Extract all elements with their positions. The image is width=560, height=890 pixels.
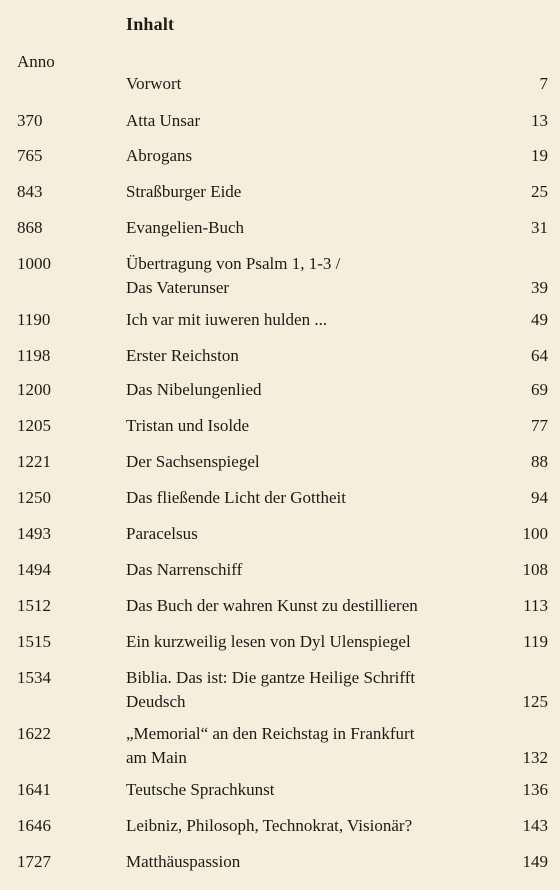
entry-year: 765	[17, 146, 43, 165]
entry-title-line1: Erster Reichston	[126, 346, 239, 365]
entry-title	[126, 180, 496, 204]
entry-year: 1512	[17, 596, 51, 615]
entry-year: 1250	[17, 488, 51, 507]
entry-title-line1: „Memorial“ an den Reichstag in Frankfurt	[126, 724, 415, 743]
entry-year: 370	[17, 111, 43, 130]
entry-title	[126, 558, 496, 582]
entry-page-number: 7	[539, 74, 548, 93]
entry-title	[126, 344, 496, 368]
entry-title-line1: Übertragung von Psalm 1, 1-3 /	[126, 254, 341, 273]
toc-heading: Inhalt	[126, 14, 175, 34]
entry-year: 1205	[17, 416, 51, 435]
entry-title	[126, 594, 496, 618]
entry-page-number: 64	[531, 346, 548, 365]
entry-page-number: 39	[531, 278, 548, 297]
entry-title	[126, 850, 496, 874]
entry-title	[126, 308, 496, 332]
entry-title-line1: Ich var mit iuweren hulden ...	[126, 310, 328, 329]
entry-title	[126, 814, 496, 838]
entry-title-line1: Straßburger Eide	[126, 182, 242, 201]
entry-title	[126, 109, 496, 133]
entry-year: 1641	[17, 780, 51, 799]
entry-page-number: 113	[523, 596, 548, 615]
entry-title-line1: Tristan und Isolde	[126, 416, 250, 435]
entry-year: 1515	[17, 632, 51, 651]
entry-title	[126, 486, 496, 510]
entry-title	[126, 450, 496, 474]
entry-year: 1534	[17, 668, 51, 687]
entry-title	[126, 72, 496, 96]
entry-title	[126, 378, 496, 402]
entry-page-number: 88	[531, 452, 548, 471]
entry-page-number: 49	[531, 310, 548, 329]
entry-year: 868	[17, 218, 43, 237]
entry-page-number: 69	[531, 380, 548, 399]
entry-title-line1: Das Buch der wahren Kunst zu destillieren	[126, 596, 418, 615]
entry-page-number: 125	[522, 692, 548, 711]
entry-year: 1221	[17, 452, 51, 471]
entry-year: 1190	[17, 310, 51, 329]
entry-title-line1: Atta Unsar	[126, 111, 201, 130]
entry-page-number: 136	[522, 780, 548, 799]
entry-title	[126, 630, 496, 654]
entry-title-line1: Abrogans	[126, 146, 193, 165]
entry-year: 1198	[17, 346, 51, 365]
entry-page-number: 100	[522, 524, 548, 543]
entry-year: 1200	[17, 380, 51, 399]
entry-title-line1: Leibniz, Philosoph, Technokrat, Visionär?	[126, 816, 413, 835]
entry-page-number: 132	[522, 748, 548, 767]
entry-title-line2: Das Vaterunser	[126, 278, 230, 297]
entry-title	[126, 414, 496, 438]
entry-title-line2: Deudsch	[126, 692, 186, 711]
entry-title	[126, 666, 496, 714]
entry-title-line1: Evangelien-Buch	[126, 218, 245, 237]
year-column-label: Anno	[17, 52, 55, 71]
entry-title	[126, 522, 496, 546]
entry-title-line1: Matthäuspassion	[126, 852, 241, 871]
entry-title-line1: Biblia. Das ist: Die gantze Heilige Schrifft	[126, 668, 416, 687]
entry-page-number: 149	[522, 852, 548, 871]
entry-page-number: 94	[531, 488, 548, 507]
entry-title	[126, 252, 496, 300]
entry-year: 1000	[17, 254, 51, 273]
entry-year: 1494	[17, 560, 51, 579]
entry-title-line1: Teutsche Sprachkunst	[126, 780, 275, 799]
entry-title-line1: Das Narrenschiff	[126, 560, 243, 579]
entry-page-number: 143	[522, 816, 548, 835]
entry-title-line1: Paracelsus	[126, 524, 198, 543]
entry-title	[126, 722, 496, 770]
entry-year: 1493	[17, 524, 51, 543]
entry-title-line1: Ein kurzweilig lesen von Dyl Ulenspiegel	[126, 632, 411, 651]
entry-title-line1: Das Nibelungenlied	[126, 380, 262, 399]
entry-page-number: 119	[523, 632, 548, 651]
entry-title	[126, 216, 496, 240]
entry-page-number: 31	[531, 218, 548, 237]
entry-year: 1622	[17, 724, 51, 743]
entry-title	[126, 778, 496, 802]
entry-title-line1: Vorwort	[126, 74, 182, 93]
entry-title-line1: Der Sachsenspiegel	[126, 452, 260, 471]
entry-title	[126, 144, 496, 168]
entry-year: 1646	[17, 816, 51, 835]
entry-page-number: 77	[531, 416, 548, 435]
entry-page-number: 108	[522, 560, 548, 579]
entry-page-number: 19	[531, 146, 548, 165]
entry-page-number: 25	[531, 182, 548, 201]
entry-title-line1: Das fließende Licht der Gottheit	[126, 488, 346, 507]
entry-title-line2: am Main	[126, 748, 187, 767]
entry-year: 843	[17, 182, 43, 201]
entry-page-number: 13	[531, 111, 548, 130]
entry-year: 1727	[17, 852, 51, 871]
